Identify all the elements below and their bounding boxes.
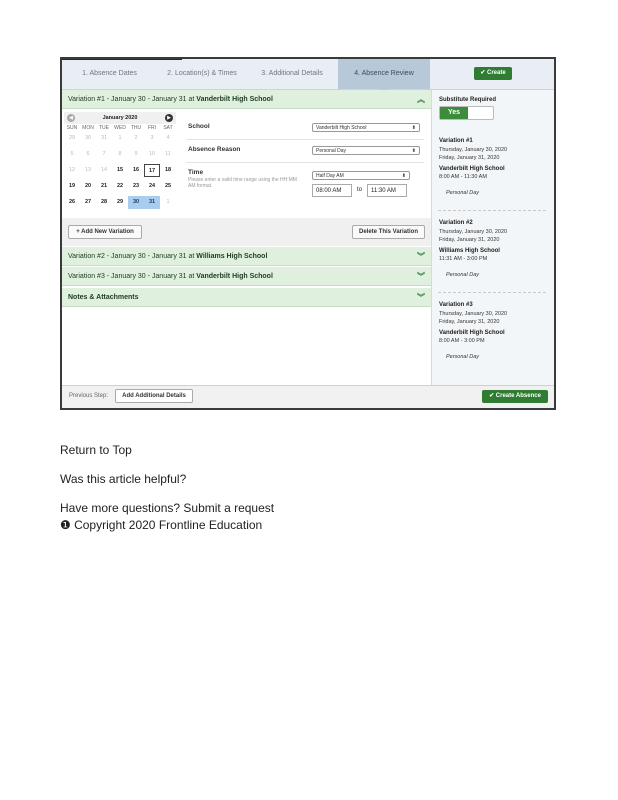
chevron-down-icon[interactable]: ︾	[417, 293, 425, 302]
calendar-day[interactable]: 13	[84, 167, 92, 173]
calendar-day[interactable]: 3	[150, 135, 154, 141]
sidebar-variation-date-end: Friday, January 31, 2020	[439, 155, 500, 161]
select-arrow-icon: ⬍	[401, 173, 406, 179]
sidebar-variation-date-start: Thursday, January 30, 2020	[439, 147, 508, 153]
time-label: Time	[188, 169, 204, 176]
absence-reason-value: Personal Day	[316, 148, 347, 154]
weekday-label: TUE	[99, 125, 109, 131]
tab-additional-details[interactable]: 3. Additional Details	[261, 70, 323, 77]
divider	[186, 139, 424, 140]
weekday-label: SUN	[66, 125, 78, 131]
sidebar-variation-time: 11:31 AM - 3:00 PM	[439, 256, 488, 262]
sidebar-variation-reason: Personal Day	[446, 190, 480, 196]
time-preset-select[interactable]	[312, 171, 410, 180]
sidebar-variation-school: Williams High School	[439, 248, 500, 254]
tab-locations-times[interactable]: 2. Location(s) & Times	[167, 70, 237, 77]
to-label: to	[357, 187, 363, 193]
sidebar-variation-reason: Personal Day	[446, 354, 480, 360]
sidebar-divider	[438, 292, 546, 293]
previous-step-label: Previous Step:	[69, 393, 109, 399]
create-absence-button[interactable]: ✔ Create Absence	[482, 390, 548, 403]
calendar-day[interactable]: 8	[118, 151, 122, 157]
variation-2-title: Variation #2 - January 30 - January 31 at	[68, 253, 197, 260]
calendar-day[interactable]: 14	[100, 167, 108, 173]
substitute-required-label: Substitute Required	[439, 97, 497, 103]
variation-3-title: Variation #3 - January 30 - January 31 at	[68, 273, 197, 280]
tab-absence-review[interactable]: 4. Absence Review	[338, 59, 430, 89]
sidebar-variation-reason: Personal Day	[446, 272, 480, 278]
tab-absence-dates[interactable]: 1. Absence Dates	[82, 70, 137, 77]
time-preset-value: Half Day AM	[316, 173, 344, 179]
notes-attachments-header[interactable]	[62, 288, 431, 307]
variation-2-header[interactable]	[62, 247, 431, 266]
sidebar-variation-date-end: Friday, January 31, 2020	[439, 319, 500, 325]
calendar-day[interactable]: 26	[68, 199, 76, 205]
calendar-day[interactable]: 18	[164, 167, 172, 173]
select-arrow-icon: ⬍	[411, 148, 416, 154]
sidebar-variation-school: Vanderbilt High School	[439, 330, 505, 336]
variation-actions-bar	[62, 218, 431, 246]
create-button[interactable]: ✔ Create	[474, 67, 512, 80]
weekday-label: FRI	[147, 125, 157, 131]
select-arrow-icon: ⬍	[411, 125, 416, 131]
sidebar-variation-title: Variation #3	[439, 302, 473, 308]
chevron-down-icon[interactable]: ︾	[417, 252, 425, 261]
variation-3-school: Vanderbilt High School	[196, 273, 273, 280]
calendar-day[interactable]: 31	[100, 135, 108, 141]
absence-reason-select[interactable]	[312, 146, 420, 155]
calendar-day[interactable]: 29	[116, 199, 124, 205]
calendar-day[interactable]: 23	[132, 183, 140, 189]
sidebar-variation-time: 8:00 AM - 11:30 AM	[439, 174, 487, 180]
calendar-day[interactable]: 20	[84, 183, 92, 189]
calendar-day[interactable]: 16	[132, 167, 140, 173]
review-sidebar	[431, 90, 554, 385]
variation-1-header[interactable]	[62, 90, 431, 109]
variation-1-title: Variation #1 - January 30 - January 31 at	[68, 96, 197, 103]
calendar-day[interactable]: 9	[134, 151, 138, 157]
calendar-day[interactable]: 28	[100, 199, 108, 205]
screenshot-frame	[60, 57, 556, 410]
calendar-day[interactable]: 1	[166, 199, 170, 205]
calendar-month: January 2020	[64, 112, 176, 124]
sidebar-variation-date-start: Thursday, January 30, 2020	[439, 311, 508, 317]
calendar-day[interactable]: 5	[70, 151, 74, 157]
sidebar-variation-date-end: Friday, January 31, 2020	[439, 237, 500, 243]
school-select[interactable]	[312, 123, 420, 132]
calendar-day[interactable]: 12	[68, 167, 76, 173]
weekday-label: THU	[130, 125, 142, 131]
sidebar-variation-school: Vanderbilt High School	[439, 166, 505, 172]
sidebar-variation-title: Variation #2	[439, 220, 473, 226]
substitute-toggle[interactable]	[439, 106, 494, 120]
calendar-day[interactable]: 29	[68, 135, 76, 141]
main-panel	[62, 90, 431, 385]
variation-3-header[interactable]	[62, 267, 431, 286]
variation-2-school: Williams High School	[196, 253, 268, 260]
weekday-label: MON	[82, 125, 94, 131]
calendar-day[interactable]: 17	[144, 164, 160, 177]
absence-reason-label: Absence Reason	[188, 146, 241, 153]
chevron-down-icon[interactable]: ︾	[417, 272, 425, 281]
sidebar-divider	[438, 210, 546, 211]
chevron-up-icon[interactable]: ︽	[417, 95, 425, 104]
sidebar-variation-date-start: Thursday, January 30, 2020	[439, 229, 508, 235]
sidebar-variation-time: 8:00 AM - 3:00 PM	[439, 338, 485, 344]
calendar-day[interactable]: 6	[86, 151, 90, 157]
calendar-day[interactable]: 21	[100, 183, 108, 189]
divider	[186, 162, 424, 163]
calendar-day[interactable]: 2	[134, 135, 138, 141]
calendar-day[interactable]: 1	[118, 135, 122, 141]
calendar-day[interactable]: 10	[148, 151, 156, 157]
calendar-day[interactable]: 27	[84, 199, 92, 205]
variation-1-school: Vanderbilt High School	[196, 96, 273, 103]
next-month-icon[interactable]: ▶	[165, 114, 173, 122]
time-hint: Please enter a valid time range using the HH:MM AM format.	[188, 177, 297, 189]
calendar-day[interactable]: 31	[144, 196, 160, 209]
calendar-day[interactable]: 4	[166, 135, 170, 141]
school-label: School	[188, 123, 210, 130]
calendar-day[interactable]: 22	[116, 183, 124, 189]
calendar-day[interactable]: 19	[68, 183, 76, 189]
calendar-day[interactable]: 15	[116, 167, 124, 173]
start-time-input[interactable]: 08:00 AM	[312, 184, 352, 197]
weekday-label: WED	[114, 125, 126, 131]
delete-variation-button[interactable]: Delete This Variation	[352, 225, 425, 239]
more-questions-link[interactable]: Have more questions? Submit a request	[60, 501, 275, 515]
helpful-question: Was this article helpful?	[60, 472, 187, 486]
footer-bar	[62, 385, 554, 409]
calendar-day[interactable]: 11	[165, 151, 171, 157]
end-time-input[interactable]: 11:30 AM	[367, 184, 407, 197]
school-select-value: Vanderbilt High School	[316, 125, 367, 131]
toggle-yes: Yes	[440, 107, 468, 119]
calendar-day[interactable]: 25	[164, 183, 172, 189]
calendar-day[interactable]: 30	[84, 135, 92, 141]
calendar-day[interactable]: 30	[128, 196, 144, 209]
calendar	[64, 112, 176, 212]
notes-attachments-label: Notes & Attachments	[68, 294, 139, 301]
calendar-day[interactable]: 7	[102, 151, 106, 157]
calendar-day[interactable]: 24	[148, 183, 156, 189]
add-additional-details-button[interactable]: Add Additional Details	[115, 389, 193, 403]
weekday-label: SAT	[163, 125, 173, 131]
copyright: ❶ Copyright 2020 Frontline Education	[60, 518, 263, 532]
sidebar-variation-title: Variation #1	[439, 138, 473, 144]
add-new-variation-button[interactable]: + Add New Variation	[68, 225, 142, 239]
return-to-top-link[interactable]: Return to Top	[60, 443, 132, 457]
step-tabs	[62, 59, 554, 90]
prev-month-icon[interactable]: ◀	[67, 114, 75, 122]
